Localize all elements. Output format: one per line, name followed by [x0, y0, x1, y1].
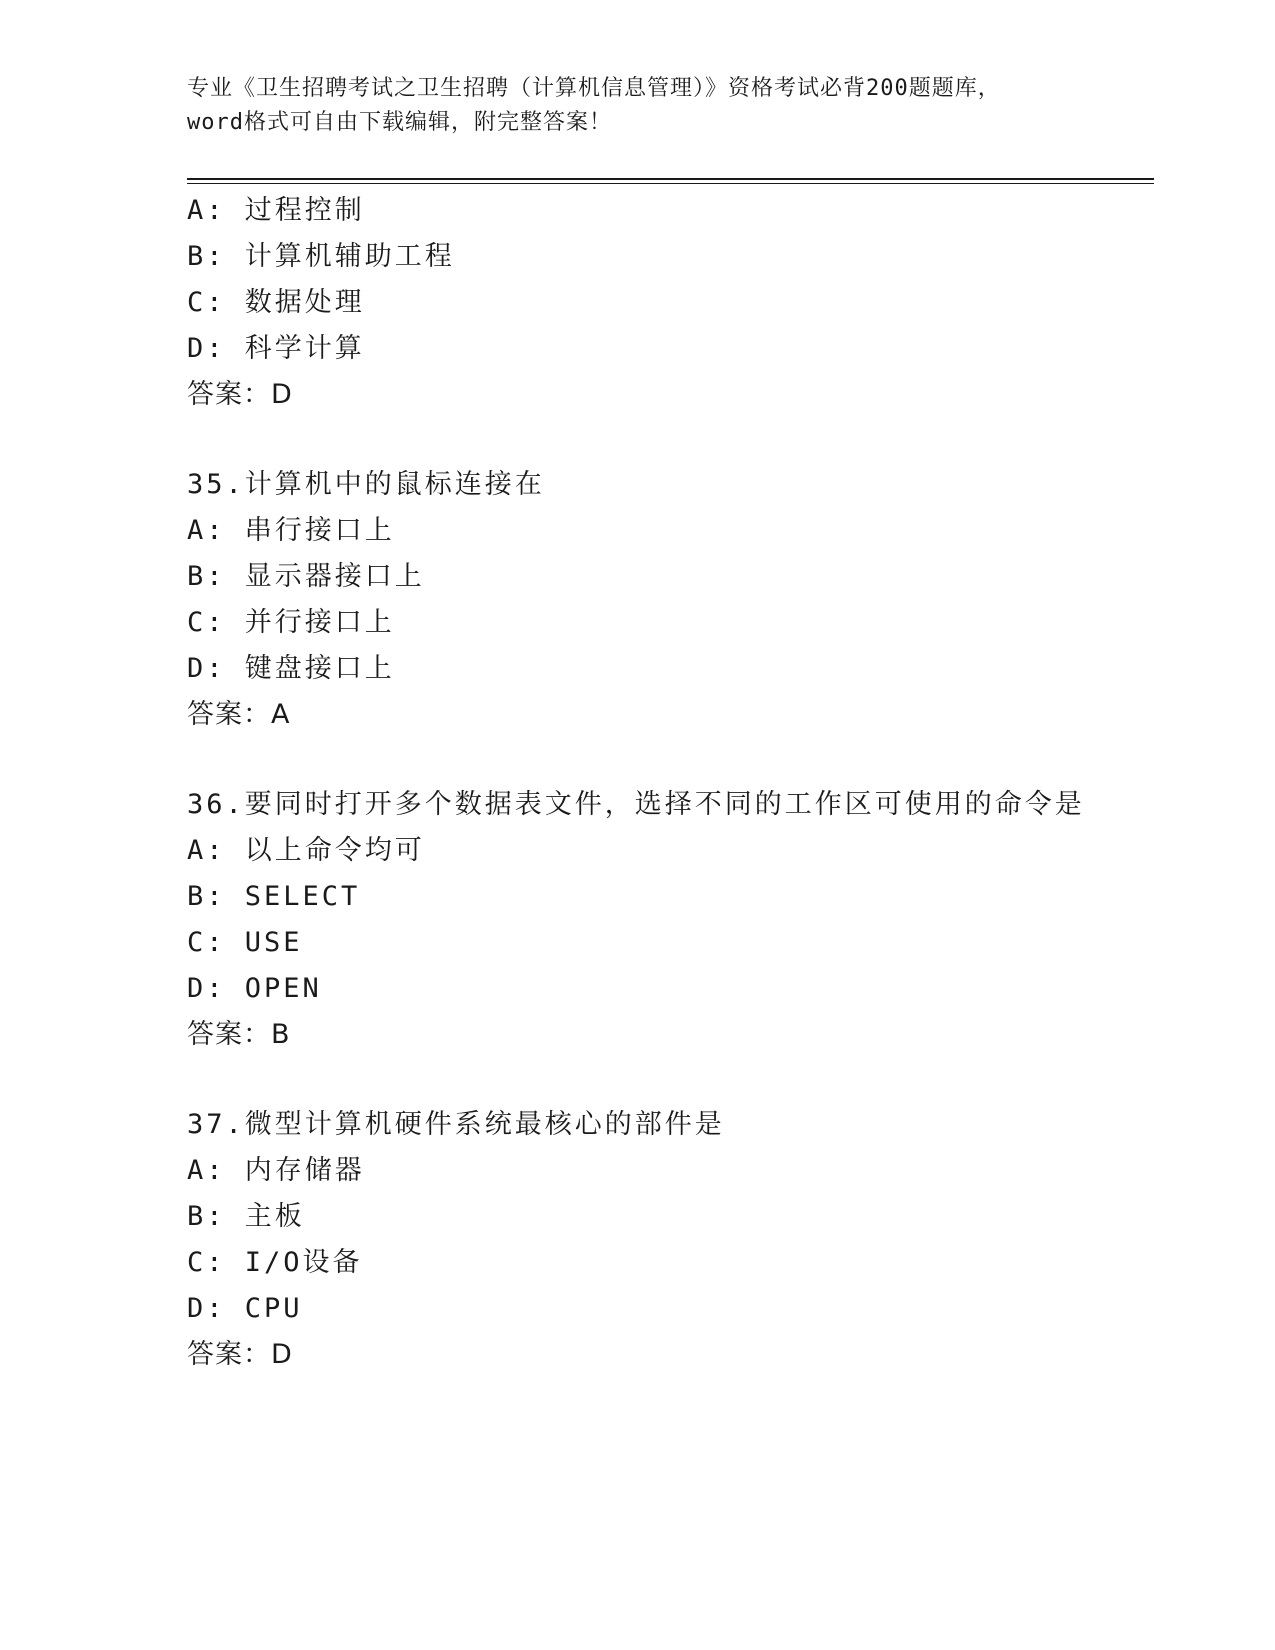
header-divider-thin: [187, 183, 1154, 184]
option-a: A: 内存储器: [187, 1155, 365, 1186]
option-a: A: 以上命令均可: [187, 835, 425, 866]
option-d: D: OPEN: [187, 973, 322, 1004]
option-d: D: 科学计算: [187, 333, 365, 364]
answer-line: 答案：B: [187, 1019, 291, 1050]
option-d: D: 键盘接口上: [187, 653, 395, 684]
question-block-36: [187, 782, 1147, 1058]
option-b: B: 计算机辅助工程: [187, 241, 455, 272]
option-c: C: 并行接口上: [187, 607, 395, 638]
question-text: 35.计算机中的鼠标连接在: [187, 469, 545, 500]
question-text: 37.微型计算机硬件系统最核心的部件是: [187, 1109, 725, 1140]
option-d: D: CPU: [187, 1293, 303, 1324]
option-c: C: 数据处理: [187, 287, 365, 318]
option-c: C: USE: [187, 927, 303, 958]
answer-line: 答案：A: [187, 699, 291, 730]
header-divider-thick: [187, 178, 1154, 180]
option-b: B: 显示器接口上: [187, 561, 425, 592]
question-text: 36.要同时打开多个数据表文件，选择不同的工作区可使用的命令是: [187, 789, 1085, 820]
option-c: C: I/O设备: [187, 1247, 363, 1278]
question-list: [187, 188, 1147, 1378]
option-b: B: SELECT: [187, 881, 361, 912]
document-header: [187, 72, 1087, 140]
header-line-1: 专业《卫生招聘考试之卫生招聘（计算机信息管理）》资格考试必背200题题库，: [187, 76, 1001, 101]
header-line-2: word格式可自由下载编辑，附完整答案！: [187, 110, 612, 135]
question-block-35: [187, 462, 1147, 738]
answer-line: 答案：D: [187, 379, 293, 410]
answer-line: 答案：D: [187, 1339, 293, 1370]
question-block-37: [187, 1102, 1147, 1378]
option-a: A: 过程控制: [187, 195, 365, 226]
option-b: B: 主板: [187, 1201, 305, 1232]
option-a: A: 串行接口上: [187, 515, 395, 546]
question-block-partial: [187, 188, 1147, 418]
